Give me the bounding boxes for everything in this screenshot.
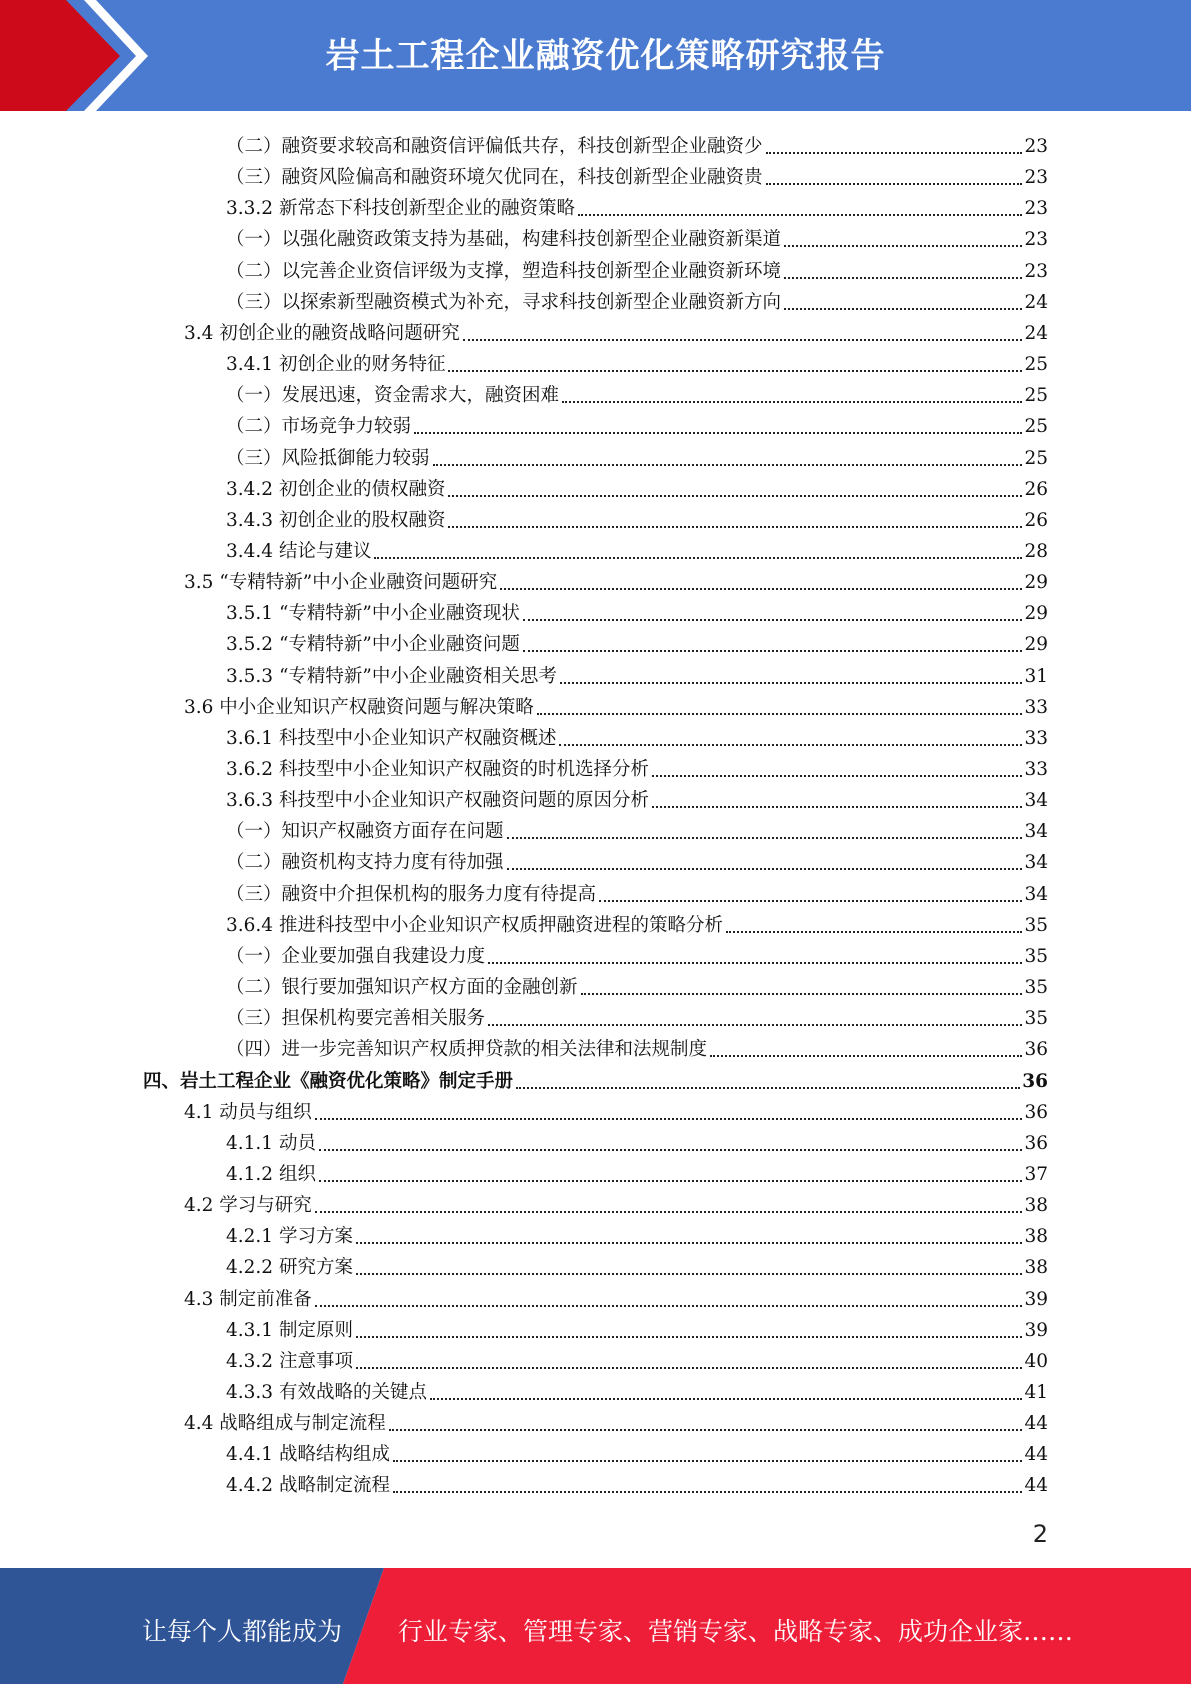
toc-entry[interactable] (143, 1063, 1048, 1094)
toc-dot-leader (523, 649, 1023, 652)
toc-entry[interactable] (226, 595, 1048, 626)
toc-dot-leader (356, 1272, 1023, 1275)
toc-dot-leader (315, 1304, 1023, 1307)
toc-dot-leader (578, 213, 1022, 216)
toc-entry-label: 4.4.2 战略制定流程 (226, 1475, 390, 1497)
toc-entry[interactable] (226, 1031, 1048, 1062)
toc-entry-page: 23 (1024, 229, 1048, 251)
toc-entry-page: 36 (1022, 1070, 1048, 1092)
toc-entry[interactable] (226, 844, 1048, 875)
toc-entry[interactable] (184, 1094, 1048, 1125)
toc-entry[interactable] (226, 813, 1048, 844)
toc-dot-leader (356, 1335, 1023, 1338)
toc-entry[interactable] (226, 1374, 1048, 1405)
toc-dot-leader (319, 1148, 1023, 1151)
toc-entry-label: （三）融资风险偏高和融资环境欠优同在，科技创新型企业融资贵 (226, 167, 763, 189)
footer-slogan-right: 行业专家、管理专家、营销专家、战略专家、成功企业家…… (398, 1617, 1074, 1646)
toc-dot-leader (560, 681, 1023, 684)
toc-entry[interactable] (226, 751, 1048, 782)
toc-entry-page: 34 (1024, 852, 1048, 874)
toc-entry-page: 41 (1024, 1382, 1048, 1403)
toc-entry-label: 3.6.4 推进科技型中小企业知识产权质押融资进程的策略分析 (226, 914, 723, 936)
toc-dot-leader (315, 1210, 1023, 1213)
toc-entry-label: 3.5 “专精特新”中小企业融资问题研究 (184, 572, 498, 594)
toc-dot-leader (463, 338, 1023, 341)
toc-entry[interactable] (226, 1312, 1048, 1343)
toc-entry-page: 39 (1024, 1319, 1048, 1341)
toc-entry[interactable] (226, 502, 1048, 533)
toc-entry[interactable] (226, 471, 1048, 502)
toc-entry[interactable] (226, 658, 1048, 689)
toc-entry-label: 4.1.2 组织 (226, 1163, 316, 1185)
toc-entry-label: 3.6 中小企业知识产权融资问题与解决策略 (184, 696, 534, 718)
toc-entry-page: 26 (1024, 478, 1048, 500)
toc-dot-leader (784, 307, 1022, 310)
toc-entry-label: 4.3.2 注意事项 (226, 1350, 353, 1372)
toc-entry-page: 26 (1024, 509, 1048, 531)
toc-entry-label: （一）企业要加强自我建设力度 (226, 945, 486, 967)
toc-entry-page: 23 (1024, 136, 1048, 157)
toc-entry[interactable] (226, 720, 1048, 751)
toc-entry-label: （二）以完善企业资信评级为支撑，塑造科技创新型企业融资新环境 (226, 260, 782, 282)
toc-entry-label: 3.6.3 科技型中小企业知识产权融资问题的原因分析 (226, 790, 649, 812)
toc-entry-page: 29 (1024, 572, 1048, 594)
toc-dot-leader (500, 587, 1022, 590)
toc-dot-leader (599, 899, 1022, 902)
toc-entry-page: 29 (1024, 603, 1048, 625)
toc-entry-label: 3.3.2 新常态下科技创新型企业的融资策略 (226, 198, 575, 220)
toc-dot-leader (389, 1428, 1023, 1431)
toc-entry-page: 38 (1024, 1195, 1048, 1217)
toc-dot-leader (537, 712, 1023, 715)
toc-entry-label: 3.4.2 初创企业的债权融资 (226, 478, 446, 500)
toc-entry-page: 44 (1024, 1444, 1048, 1466)
toc-dot-leader (448, 369, 1022, 372)
toc-entry-page: 34 (1024, 790, 1048, 812)
toc-dot-leader (652, 805, 1022, 808)
toc-entry-page: 23 (1024, 198, 1048, 220)
toc-entry-label: 4.1.1 动员 (226, 1132, 316, 1154)
toc-entry-label: 3.6.2 科技型中小企业知识产权融资的时机选择分析 (226, 759, 649, 780)
toc-entry[interactable] (226, 377, 1048, 408)
toc-dot-leader (430, 1397, 1022, 1400)
toc-entry-label: 4.3.1 制定原则 (226, 1319, 353, 1341)
toc-dot-leader (507, 867, 1023, 870)
toc-dot-leader (766, 151, 1023, 154)
toc-entry[interactable] (226, 938, 1048, 969)
toc-dot-leader (710, 1054, 1022, 1057)
toc-entry-page: 31 (1024, 665, 1048, 687)
toc-dot-leader (784, 276, 1022, 279)
toc-entry-label: （三）担保机构要完善相关服务 (226, 1008, 486, 1030)
toc-entry-label: 4.4.1 战略结构组成 (226, 1444, 390, 1466)
toc-entry-page: 33 (1024, 759, 1048, 780)
toc-dot-leader (784, 244, 1022, 247)
toc-dot-leader (507, 836, 1023, 839)
toc-entry-label: 3.4.4 结论与建议 (226, 540, 372, 562)
toc-entry-page: 37 (1024, 1163, 1048, 1185)
toc-entry-page: 36 (1024, 1039, 1048, 1061)
toc-entry-page: 44 (1024, 1413, 1048, 1435)
toc-entry-label: （三）融资中介担保机构的服务力度有待提高 (226, 883, 597, 905)
toc-entry[interactable] (226, 346, 1048, 377)
toc-entry[interactable] (226, 969, 1048, 1000)
toc-entry-label: 4.3 制定前准备 (184, 1288, 312, 1310)
toc-entry[interactable] (184, 689, 1048, 720)
toc-dot-leader (319, 1179, 1023, 1182)
toc-dot-leader (393, 1459, 1022, 1462)
toc-entry-page: 44 (1024, 1475, 1048, 1497)
toc-entry[interactable] (184, 1405, 1048, 1436)
toc-entry[interactable] (184, 315, 1048, 346)
toc-entry[interactable] (226, 907, 1048, 938)
toc-entry-label: 3.5.2 “专精特新”中小企业融资问题 (226, 634, 520, 656)
toc-entry[interactable] (226, 159, 1048, 190)
toc-entry-label: （二）市场竞争力较弱 (226, 416, 412, 438)
toc-entry-label: 3.4 初创企业的融资战略问题研究 (184, 322, 460, 344)
toc-dot-leader (726, 930, 1022, 933)
toc-dot-leader (356, 1366, 1023, 1369)
toc-entry-label: （三）风险抵御能力较弱 (226, 447, 430, 469)
toc-entry-page: 25 (1024, 416, 1048, 438)
toc-entry-page: 38 (1024, 1257, 1048, 1279)
toc-entry-label: 3.5.1 “专精特新”中小企业融资现状 (226, 603, 520, 625)
toc-entry-page: 33 (1024, 696, 1048, 718)
toc-entry-label: （一）以强化融资政策支持为基础，构建科技创新型企业融资新渠道 (226, 229, 782, 251)
toc-entry[interactable] (184, 1187, 1048, 1218)
toc-entry-page: 35 (1024, 945, 1048, 967)
toc-entry[interactable] (226, 1000, 1048, 1031)
toc-entry-label: 3.6.1 科技型中小企业知识产权融资概述 (226, 727, 557, 749)
toc-entry[interactable] (226, 1125, 1048, 1156)
toc-entry-page: 33 (1024, 727, 1048, 749)
toc-entry-label: （二）融资机构支持力度有待加强 (226, 852, 504, 874)
toc-dot-leader (523, 618, 1023, 621)
toc-entry[interactable] (226, 221, 1048, 252)
toc-entry-label: 4.1 动员与组织 (184, 1101, 312, 1123)
toc-dot-leader (448, 525, 1022, 528)
toc-dot-leader (516, 1086, 1020, 1089)
toc-entry[interactable] (226, 782, 1048, 813)
toc-entry-page: 40 (1024, 1350, 1048, 1372)
toc-entry-page: 23 (1024, 167, 1048, 189)
toc-entry-label: 4.2.1 学习方案 (226, 1226, 353, 1248)
toc-entry-page: 35 (1024, 1008, 1048, 1030)
toc-entry-label: 4.2.2 研究方案 (226, 1257, 353, 1279)
toc-entry[interactable] (184, 1281, 1048, 1312)
toc-entry[interactable] (226, 190, 1048, 221)
toc-entry-page: 34 (1024, 883, 1048, 905)
toc-dot-leader (488, 1023, 1022, 1026)
toc-entry-page: 36 (1024, 1132, 1048, 1154)
toc-entry-page: 28 (1024, 540, 1048, 562)
toc-entry-page: 24 (1024, 291, 1048, 313)
toc-entry-label: （一）发展迅速，资金需求大，融资困难 (226, 385, 560, 407)
toc-entry-label: 3.5.3 “专精特新”中小企业融资相关思考 (226, 665, 557, 687)
toc-dot-leader (433, 463, 1023, 466)
toc-entry-label: （一）知识产权融资方面存在问题 (226, 821, 504, 843)
toc-entry-page: 25 (1024, 385, 1048, 407)
toc-entry[interactable] (226, 1343, 1048, 1374)
toc-dot-leader (652, 774, 1022, 777)
page-footer (0, 1568, 1191, 1684)
toc-entry-label: 4.3.3 有效战略的关键点 (226, 1382, 427, 1403)
page-header (0, 0, 1191, 111)
toc-dot-leader (488, 961, 1022, 964)
toc-dot-leader (448, 494, 1022, 497)
toc-entry-label: 4.2 学习与研究 (184, 1195, 312, 1217)
toc-dot-leader (315, 1117, 1023, 1120)
toc-entry[interactable] (226, 284, 1048, 315)
toc-entry[interactable] (184, 564, 1048, 595)
toc-entry[interactable] (226, 1467, 1048, 1498)
toc-entry-label: （四）进一步完善知识产权质押贷款的相关法律和法规制度 (226, 1039, 708, 1061)
toc-entry-label: 4.4 战略组成与制定流程 (184, 1413, 386, 1435)
toc-entry-page: 29 (1024, 634, 1048, 656)
toc-entry[interactable] (226, 440, 1048, 471)
toc-entry-label: 3.4.3 初创企业的股权融资 (226, 509, 446, 531)
toc-entry-label: （二）银行要加强知识产权方面的金融创新 (226, 977, 578, 999)
toc-entry-page: 38 (1024, 1226, 1048, 1248)
toc-entry-page: 35 (1024, 977, 1048, 999)
toc-entry-page: 34 (1024, 821, 1048, 843)
toc-entry-page: 39 (1024, 1288, 1048, 1310)
toc-entry-page: 25 (1024, 447, 1048, 469)
footer-slogan-left: 让每个人都能成为 (142, 1617, 343, 1646)
toc-entry-label: 3.4.1 初创企业的财务特征 (226, 354, 446, 376)
toc-entry[interactable] (226, 253, 1048, 284)
toc-dot-leader (766, 182, 1023, 185)
toc-entry[interactable] (226, 876, 1048, 907)
toc-entry[interactable] (226, 533, 1048, 564)
toc-entry[interactable] (226, 1156, 1048, 1187)
report-title: 岩土工程企业融资优化策略研究报告 (325, 36, 886, 76)
toc-entry[interactable] (226, 128, 1048, 159)
toc-entry[interactable] (226, 1218, 1048, 1249)
toc-entry-page: 25 (1024, 354, 1048, 376)
toc-entry-page: 24 (1024, 322, 1048, 344)
toc-entry-page: 23 (1024, 260, 1048, 282)
page-number: 2 (1032, 1520, 1048, 1548)
toc-entry-label: 四、岩土工程企业《融资优化策略》制定手册 (143, 1070, 514, 1092)
toc-entry-label: （三）以探索新型融资模式为补充，寻求科技创新型企业融资新方向 (226, 291, 782, 313)
toc-dot-leader (393, 1490, 1022, 1493)
toc-dot-leader (414, 431, 1022, 434)
toc-entry[interactable] (226, 626, 1048, 657)
toc-entry-label: （二）融资要求较高和融资信评偏低共存，科技创新型企业融资少 (226, 136, 763, 157)
toc-entry-page: 35 (1024, 914, 1048, 936)
toc-entry[interactable] (226, 408, 1048, 439)
toc-entry[interactable] (226, 1436, 1048, 1467)
toc-dot-leader (562, 400, 1022, 403)
toc-dot-leader (581, 992, 1023, 995)
toc-dot-leader (374, 556, 1022, 559)
toc-dot-leader (356, 1241, 1023, 1244)
toc-entry-page: 36 (1024, 1101, 1048, 1123)
toc-entry[interactable] (226, 1249, 1048, 1280)
toc-dot-leader (559, 743, 1022, 746)
